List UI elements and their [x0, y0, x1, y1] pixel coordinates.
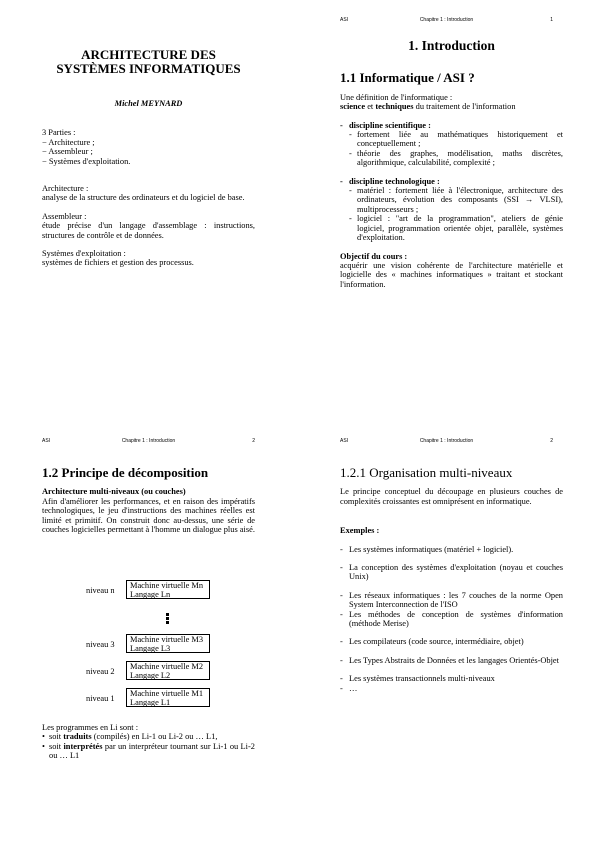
page-3: [0, 421, 297, 842]
header-left: ASI: [42, 438, 51, 444]
lang-label: Langage L2: [130, 671, 171, 680]
level-label: niveau 1: [86, 694, 115, 703]
header-left: ASI: [340, 438, 349, 444]
list-item: - Les compilateurs (code source, intermédiaire, objet): [340, 637, 563, 646]
list-item: - logiciel : "art de la programmation", ateliers de génie logiciel, programmation orientée objet, parallèle, systèmes d'exploitation.: [340, 214, 563, 242]
page-1: [0, 0, 297, 421]
list-item: - Les systèmes informatiques (matériel + logiciel).: [340, 545, 563, 554]
programs-block: [42, 723, 255, 761]
section-title: 1.2 Principe de décomposition: [42, 465, 209, 480]
page-3-content: [42, 465, 255, 535]
lang-label: Langage L3: [130, 644, 171, 653]
list-item: - matériel : fortement liée à l'électronique, architecture des ordinateurs, évolution des composants (SSI → VLSI), multiprocesseurs ;: [340, 186, 563, 214]
definition-text: science et techniques du traitement de l'information: [340, 102, 516, 112]
level-box: [126, 634, 210, 653]
section-title: 1.2.1 Organisation multi-niveaux: [340, 465, 513, 480]
page-4-content: [340, 465, 563, 693]
header-page-number: 2: [550, 438, 553, 444]
level-box: [126, 580, 210, 599]
os-text: systèmes de fichiers et gestion des processus.: [42, 258, 194, 268]
page-1-content: [42, 48, 255, 268]
header-page-number: 2: [252, 438, 255, 444]
asm-head: Assembleur :: [42, 211, 87, 221]
level-label: niveau 3: [86, 640, 115, 649]
examples-head: Exemples :: [340, 526, 380, 536]
list-item: - théorie des graphes, modélisation, maths discrètes, algorithmique, calculabilité, complexité ;: [340, 149, 563, 168]
header-center: Chapitre 1 : Introduction: [121, 438, 176, 444]
vm-label: Machine virtuelle Mn: [130, 581, 204, 590]
arch-head: Architecture :: [42, 184, 89, 194]
definition-intro: Une définition de l'informatique :: [340, 92, 453, 102]
list-item: - Les systèmes transactionnels multi-niveaux: [340, 674, 563, 683]
ellipsis-dots: [166, 613, 169, 625]
os-head: Systèmes d'exploitation :: [42, 249, 126, 259]
vm-label: Machine virtuelle M2: [130, 662, 204, 671]
vm-label: Machine virtuelle M1: [130, 689, 204, 698]
objective-head: Objectif du cours :: [340, 251, 408, 261]
list-item: - Les réseaux informatiques : les 7 couches de la norme Open System Interconnection de l'ISO: [340, 591, 563, 610]
header-page-number: 1: [550, 17, 553, 23]
page-2: [298, 0, 595, 421]
section-title: 1.1 Informatique / ASI ?: [340, 70, 475, 86]
arch-text: analyse de la structure des ordinateurs et du logiciel de base.: [42, 193, 245, 203]
parts-intro: 3 Parties :: [42, 128, 76, 138]
chapter-title: 1. Introduction: [408, 38, 495, 53]
programs-intro: Les programmes en Li sont :: [42, 723, 139, 732]
paragraph: Le principe conceptuel du découpage en plusieurs couches de complexités croissantes est omniprésent en informatique.: [340, 487, 563, 506]
list-item: - Les Types Abstraits de Données et les langages Orientés-Objet: [340, 656, 563, 665]
tech-head: - discipline technologique :: [340, 177, 563, 186]
header-center: Chapitre 1 : Introduction: [419, 438, 474, 444]
doc-title-line1: ARCHITECTURE DES: [81, 47, 216, 62]
level-box: [126, 661, 210, 680]
sci-head: - discipline scientifique :: [340, 121, 563, 130]
page-2-content: [340, 38, 563, 289]
objective-text: acquérir une vision cohérente de l'architecture matérielle et logicielle des « machines informatiques » traitant et stockant l'information.: [340, 260, 563, 289]
header-left: ASI: [340, 17, 349, 23]
asm-text: étude précise d'un langage d'assemblage : instructions, structures de contrôle et de données.: [42, 221, 255, 240]
subsection-head: Architecture multi-niveaux (ou couches): [42, 487, 186, 497]
page-4: [298, 421, 595, 842]
parts-item: − Assembleur ;: [42, 147, 93, 157]
list-item: - …: [340, 684, 563, 693]
paragraph: Afin d'améliorer les performances, et en raison des impératifs technologiques, le jeu d'instructions des machines réelles est limité et primitif. On construit donc au-dessus, une série de couches logicielles permettant à l'homme un dialogue plus aisé.: [42, 496, 255, 535]
level-label: niveau 2: [86, 667, 115, 676]
level-label: niveau n: [86, 586, 115, 595]
page-header: [340, 17, 553, 25]
vm-label: Machine virtuelle M3: [130, 635, 204, 644]
lang-label: Langage L1: [130, 698, 171, 707]
list-item: • soit interprétés par un interpréteur tournant sur Li-1 ou Li-2 ou … L1: [42, 742, 255, 761]
list-item: - La conception des systèmes d'exploitation (noyau et couches Unix): [340, 563, 563, 582]
page-header: [42, 438, 255, 446]
author: Michel MEYNARD: [114, 99, 183, 108]
parts-item: − Systèmes d'exploitation.: [42, 156, 131, 166]
lang-label: Langage Ln: [130, 590, 171, 599]
list-item: • soit traduits (compilés) en Li-1 ou Li-2 ou … L1,: [42, 732, 255, 741]
parts-item: − Architecture ;: [42, 137, 95, 147]
list-item: - Les méthodes de conception de systèmes d'information (méthode Merise): [340, 610, 563, 629]
header-center: Chapitre 1 : Introduction: [419, 17, 474, 23]
doc-title-line2: SYSTÈMES INFORMATIQUES: [56, 61, 241, 76]
level-box: [126, 688, 210, 707]
page-header: [340, 438, 553, 446]
list-item: - fortement liée au mathématiques historiquement et conceptuellement ;: [340, 130, 563, 149]
